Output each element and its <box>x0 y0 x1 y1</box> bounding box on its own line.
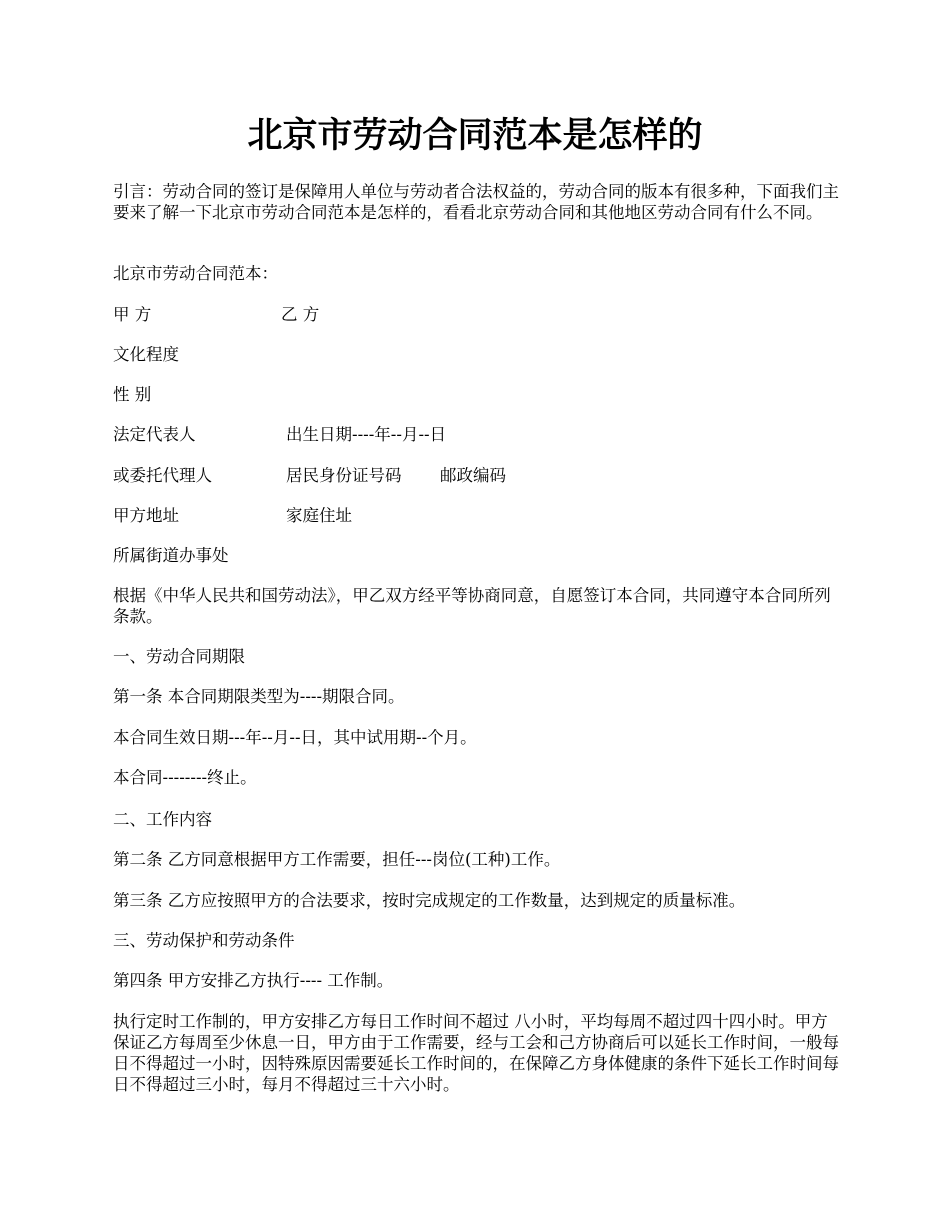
gender-label: 性 别 <box>113 385 152 404</box>
birth-date-label: 出生日期----年--月--日 <box>286 425 447 444</box>
street-office-label: 所属街道办事处 <box>113 546 229 565</box>
article-4-detail: 执行定时工作制的，甲方安排乙方每日工作时间不超过 八小时，平均每周不超过四十四小时。甲方保证乙方每周至少休息一日，甲方由于工作需要，经与工会和己方协商后可以延长工作时间，一般每日不得超过一小时，因特殊原因需要延长工作时间的，在保障乙方身体健康的条件下延长工作时间每日不得超过三小时，每月不得超过三十六小时。 <box>113 1012 839 1094</box>
postcode-label: 邮政编码 <box>440 466 506 485</box>
id-number-label: 居民身份证号码 <box>286 466 402 485</box>
legal-rep-label: 法定代表人 <box>113 425 196 444</box>
article-3: 第三条 乙方应按照甲方的合法要求，按时完成规定的工作数量，达到规定的质量标准。 <box>113 891 746 910</box>
party-a-label: 甲 方 <box>113 305 152 324</box>
address-a-label: 甲方地址 <box>113 506 179 525</box>
agent-label: 或委托代理人 <box>113 466 212 485</box>
section-heading-2: 二、工作内容 <box>113 810 212 829</box>
article-4: 第四条 甲方安排乙方执行---- 工作制。 <box>113 971 394 990</box>
document-title: 北京市劳动合同范本是怎样的 <box>247 115 703 156</box>
intro-paragraph: 引言：劳动合同的签订是保障用人单位与劳动者合法权益的，劳动合同的版本有很多种，下面我们主要来了解一下北京市劳动合同范本是怎样的，看看北京劳动合同和其他地区劳动合同有什么不同。 <box>113 182 839 222</box>
section-heading-3: 三、劳动保护和劳动条件 <box>113 931 295 950</box>
article-1: 第一条 本合同期限类型为----期限合同。 <box>113 687 405 706</box>
home-address-label: 家庭住址 <box>286 506 352 525</box>
article-1-effective-date: 本合同生效日期---年--月--日，其中试用期--个月。 <box>113 728 477 747</box>
sample-heading: 北京市劳动合同范本： <box>113 264 278 283</box>
section-heading-1: 一、劳动合同期限 <box>113 647 245 666</box>
party-b-label: 乙 方 <box>281 305 320 324</box>
article-2: 第二条 乙方同意根据甲方工作需要，担任---岗位(工种)工作。 <box>113 850 561 869</box>
education-label: 文化程度 <box>113 345 179 364</box>
article-1-termination: 本合同--------终止。 <box>113 768 257 787</box>
preamble-paragraph: 根据《中华人民共和国劳动法》，甲乙双方经平等协商同意，自愿签订本合同，共同遵守本合同所列条款。 <box>113 586 831 626</box>
